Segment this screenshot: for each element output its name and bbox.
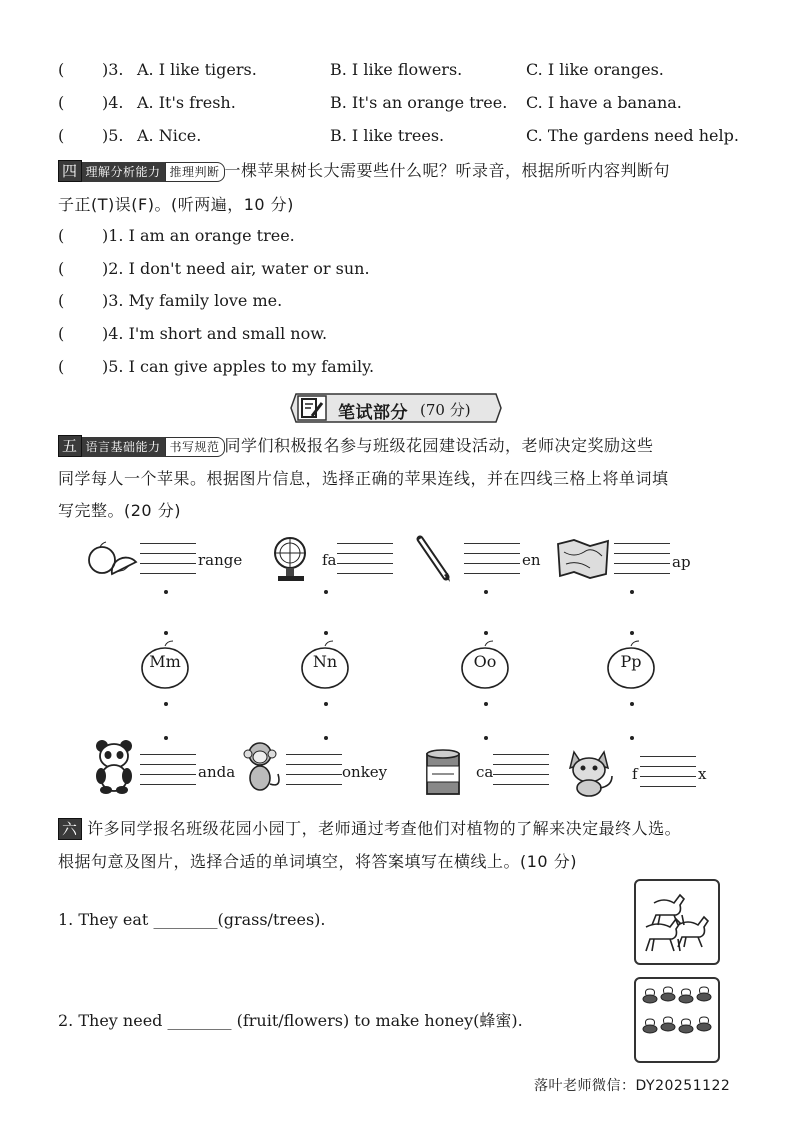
apple-letter — [460, 640, 510, 686]
option-b: B. I like flowers. — [330, 60, 463, 79]
option-c: C. I like oranges. — [526, 60, 664, 79]
word-ending: anda — [198, 763, 236, 781]
instruction-text: 同学们积极报名参与班级花园建设活动，老师决定奖励这些 — [224, 436, 654, 455]
question-number: )5. — [102, 126, 124, 145]
word-beginning: f — [632, 765, 638, 783]
word-ending: x — [698, 765, 707, 783]
word-ending: range — [198, 551, 243, 569]
tf-item — [58, 226, 295, 245]
tf-statement: )3. My family love me. — [102, 291, 283, 310]
four-line-grid[interactable] — [286, 754, 342, 786]
word-ending: en — [522, 551, 541, 569]
bees-picture — [634, 977, 720, 1063]
connect-dot[interactable] — [324, 590, 328, 594]
section-number: 四 — [58, 160, 82, 182]
four-line-grid[interactable] — [337, 543, 393, 575]
connect-dot[interactable] — [164, 631, 168, 635]
connect-dot[interactable] — [630, 702, 634, 706]
connect-dot[interactable] — [324, 702, 328, 706]
fill-question-2 — [58, 1008, 523, 1031]
instruction-text: 子正(T)误(F)。(听两遍，10 分) — [58, 195, 294, 214]
four-line-grid[interactable] — [493, 754, 549, 786]
apple-letter — [140, 640, 190, 686]
instruction-text: 写完整。(20 分) — [58, 501, 181, 520]
connect-dot[interactable] — [164, 590, 168, 594]
connect-dot[interactable] — [630, 590, 634, 594]
apple-letter — [300, 640, 350, 686]
pencil-paper-icon — [300, 397, 324, 419]
connect-dot[interactable] — [630, 736, 634, 740]
instruction-text: 许多同学报名班级花园小园丁，老师通过考查他们对植物的了解来决定最终人选。 — [87, 819, 682, 838]
pen-picture — [414, 535, 454, 583]
question-number: )3. — [102, 60, 124, 79]
word-ending: onkey — [342, 763, 388, 781]
option-a: A. I like tigers. — [137, 60, 257, 79]
written-part-title: 笔试部分 — [338, 403, 408, 423]
tf-statement: )4. I'm short and small now. — [102, 324, 328, 343]
answer-paren: ( — [58, 60, 65, 79]
option-a: A. Nice. — [137, 126, 202, 145]
instruction-text: 同学每人一个苹果。根据图片信息，选择正确的苹果连线，并在四线三格上将单词填 — [58, 469, 669, 488]
map-picture — [556, 538, 610, 580]
apple-letter-text: Mm — [149, 652, 181, 671]
four-line-grid[interactable] — [640, 756, 696, 788]
tf-item — [58, 259, 370, 278]
connect-dot[interactable] — [484, 631, 488, 635]
subskill-tag: 书写规范 — [165, 437, 225, 457]
four-line-grid[interactable] — [140, 543, 196, 575]
connect-dot[interactable] — [164, 736, 168, 740]
horses-picture — [634, 879, 720, 965]
answer-paren: ( — [58, 357, 65, 376]
answer-paren: ( — [58, 259, 65, 278]
panda-picture — [92, 738, 136, 794]
skill-tag: 语言基础能力 — [82, 437, 165, 457]
apple-letter-text: Pp — [620, 652, 642, 671]
question-row — [58, 60, 664, 79]
section6-heading — [58, 816, 681, 840]
answer-paren: ( — [58, 126, 65, 145]
apple-letter-text: Nn — [312, 652, 338, 671]
option-c: C. I have a banana. — [526, 93, 682, 112]
section-number: 六 — [58, 818, 82, 840]
answer-paren: ( — [58, 93, 65, 112]
four-line-grid[interactable] — [614, 543, 670, 575]
connect-dot[interactable] — [324, 736, 328, 740]
apple-letter-text: Oo — [473, 652, 497, 671]
tf-statement: )1. I am an orange tree. — [102, 226, 295, 245]
connect-dot[interactable] — [164, 702, 168, 706]
tf-statement: )2. I don't need air, water or sun. — [102, 259, 370, 278]
question-options: (grass/trees). — [217, 910, 326, 929]
word-ending: ap — [672, 553, 691, 571]
section5-heading — [58, 433, 654, 457]
answer-paren: ( — [58, 324, 65, 343]
option-c: C. The gardens need help. — [526, 126, 739, 145]
question-text: 2. They need — [58, 1011, 163, 1030]
four-line-grid[interactable] — [140, 754, 196, 786]
answer-paren: ( — [58, 226, 65, 245]
connect-dot[interactable] — [484, 736, 488, 740]
instruction-text: 根据句意及图片，选择合适的单词填空，将答案填写在横线上。(10 分) — [58, 852, 577, 871]
connect-dot[interactable] — [484, 590, 488, 594]
can-picture — [424, 748, 464, 798]
answer-blank[interactable]: ________ — [153, 910, 218, 929]
question-row — [58, 93, 682, 112]
instruction-text: 一棵苹果树长大需要些什么呢？听录音，根据所听内容判断句 — [224, 161, 671, 180]
question-text: 1. They eat — [58, 910, 149, 929]
word-beginning: fa — [322, 551, 337, 569]
word-beginning: ca — [476, 763, 494, 781]
section-number: 五 — [58, 435, 82, 457]
tf-item — [58, 324, 328, 343]
connect-dot[interactable] — [630, 631, 634, 635]
tf-item — [58, 291, 283, 310]
tf-statement: )5. I can give apples to my family. — [102, 357, 375, 376]
option-b: B. I like trees. — [330, 126, 445, 145]
subskill-tag: 推理判断 — [165, 162, 225, 182]
question-options: (fruit/flowers) to make honey(蜂蜜). — [236, 1011, 523, 1030]
written-part-banner — [290, 392, 502, 424]
connect-dot[interactable] — [324, 631, 328, 635]
connect-dot[interactable] — [484, 702, 488, 706]
tf-item — [58, 357, 375, 376]
skill-tag: 理解分析能力 — [82, 162, 165, 182]
written-part-score: (70 分) — [420, 401, 471, 419]
footer-text: 落叶老师微信：DY20251122 — [534, 1078, 731, 1094]
option-b: B. It's an orange tree. — [330, 93, 508, 112]
fox-picture — [566, 748, 616, 798]
fill-question-1 — [58, 910, 326, 929]
fan-picture — [268, 533, 316, 583]
question-row — [58, 126, 739, 145]
answer-paren: ( — [58, 291, 65, 310]
apple-letter — [606, 640, 656, 686]
monkey-picture — [240, 740, 284, 796]
four-line-grid[interactable] — [464, 543, 520, 575]
option-a: A. It's fresh. — [137, 93, 236, 112]
orange-picture — [86, 540, 138, 580]
question-number: )4. — [102, 93, 124, 112]
section4-heading — [58, 158, 670, 182]
answer-blank[interactable]: ________ — [167, 1011, 232, 1030]
